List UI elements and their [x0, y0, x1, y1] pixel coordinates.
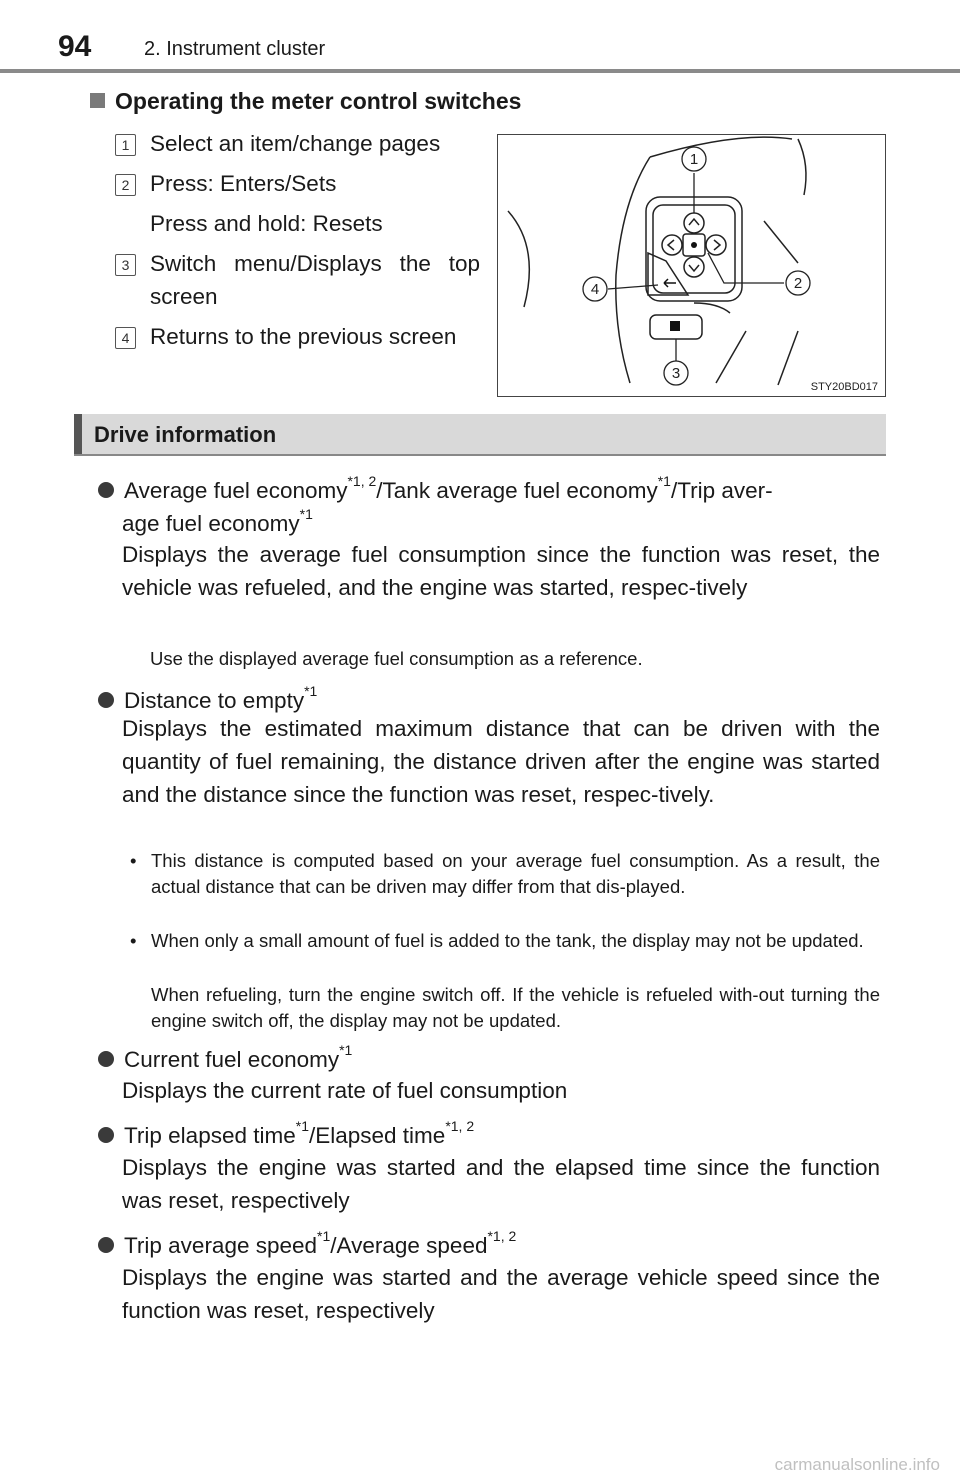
right-button — [706, 235, 726, 255]
meter-switch-illustration — [497, 134, 886, 397]
entry-title-elapsed-time: Trip elapsed time$^{*1}$/Elapsed time$^{*1, 2}$ — [98, 1111, 474, 1151]
section-accent — [74, 414, 82, 454]
entry-description: Displays the estimated maximum distance that can be driven with the quantity of fuel remaining, the distance driven after the engine was started and the distance since the function was reset, respec-tively. — [122, 716, 880, 807]
bullet-dot-icon — [98, 482, 114, 498]
up-button — [684, 213, 704, 233]
left-button — [662, 235, 682, 255]
section-rule — [74, 454, 886, 456]
steering-rim-left — [508, 211, 529, 307]
entry-title-current-fuel: Current fuel economy$^{*1}$ — [98, 1035, 352, 1075]
figure-code: STY20BD017 — [810, 381, 878, 393]
back-arrow-icon — [664, 279, 676, 287]
entry-title-average-fuel-cont: age fuel economy$^{*1}$ — [122, 506, 313, 536]
entry-title-average-fuel: Average fuel economy$^{*1, 2}$/Tank average fuel economy$^{*1}$/Trip aver- — [98, 466, 773, 506]
section-header — [74, 414, 886, 454]
menu-icon — [670, 321, 680, 331]
entry-note: Use the displayed average fuel consumption as a reference. — [150, 648, 643, 669]
enter-dot-icon — [691, 242, 697, 248]
callout-1-label: 1 — [689, 151, 699, 168]
item-number-4: 4 — [115, 327, 136, 349]
entry-description: Displays the engine was started and the average vehicle speed since the function was reset, respectively — [122, 1265, 880, 1323]
item-number-3: 3 — [115, 254, 136, 276]
entry-description: Displays the average fuel consumption since the function was reset, the vehicle was refueled, and the engine was started, respec-tively — [122, 542, 880, 600]
section-title: Drive information — [94, 422, 277, 447]
square-bullet-icon — [90, 93, 105, 108]
page-number: 94 — [58, 30, 92, 63]
header-rule — [0, 69, 960, 73]
callout-2-label: 2 — [793, 275, 803, 292]
entry-description: Displays the engine was started and the elapsed time since the function was reset, respectively — [122, 1155, 880, 1213]
item-text-4: Returns to the previous screen — [150, 324, 457, 349]
item-text-2a: Press: Enters/Sets — [150, 171, 337, 196]
item-text-3: Switch menu/Displays the top screen — [150, 251, 480, 309]
chapter-title: 2. Instrument cluster — [144, 38, 326, 60]
page-header — [0, 0, 960, 80]
subsection-title: Operating the meter control switches — [90, 88, 521, 115]
entry-title-average-speed: Trip average speed$^{*1}$/Average speed$^{*1, 2}$ — [98, 1221, 516, 1261]
item-number-2: 2 — [115, 174, 136, 196]
watermark: carmanualsonline.info — [774, 1455, 940, 1474]
down-button — [684, 257, 704, 277]
steering-spoke-left — [616, 157, 650, 383]
bullet-dot-icon — [98, 692, 114, 708]
bullet-dot-icon — [98, 1051, 114, 1067]
entry-description: Displays the current rate of fuel consumption — [122, 1078, 568, 1103]
bullet-dot-icon — [98, 1127, 114, 1143]
item-text-2b: Press and hold: Resets — [150, 211, 383, 236]
bullet-dot-icon — [98, 1237, 114, 1253]
steering-switch-drawing — [498, 135, 884, 395]
item-number-1: 1 — [115, 134, 136, 156]
callout-3-label: 3 — [671, 365, 681, 382]
callout-4-label: 4 — [590, 281, 600, 298]
entry-title-distance-to-empty: Distance to empty$^{*1}$ — [98, 676, 317, 716]
item-text-1: Select an item/change pages — [150, 131, 441, 156]
